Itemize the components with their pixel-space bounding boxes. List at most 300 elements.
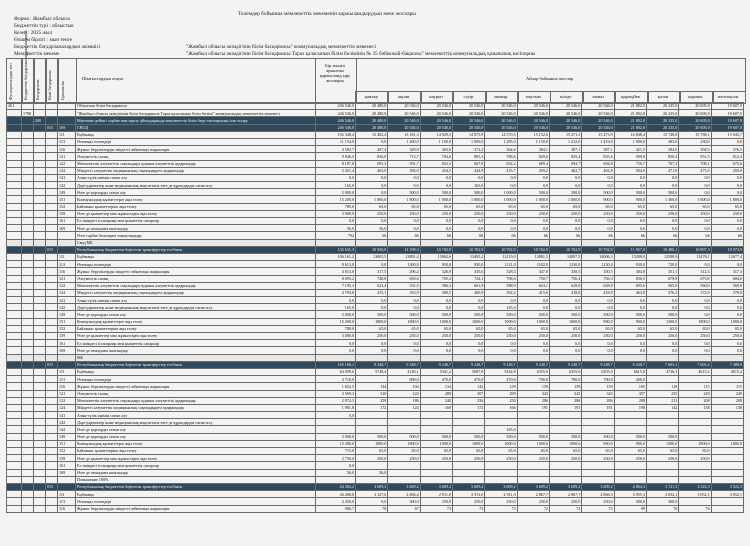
code-subprogram-cell — [46, 304, 58, 311]
month-value-cell: 13891,4 — [388, 253, 420, 260]
month-value-cell: 20 546,0 — [388, 110, 420, 117]
code-func-cell — [7, 282, 22, 289]
code-program-cell — [34, 333, 46, 340]
month-value-cell: 0,0 — [549, 340, 581, 347]
month-value-cell: 5748,4 — [356, 368, 388, 375]
expense-name-cell: Республикалық бюджеттен берiлетiн трансферттер есебiнен — [76, 483, 316, 490]
table-row — [7, 483, 744, 490]
month-value-cell: 421,5 — [614, 146, 646, 153]
month-value-cell — [356, 476, 388, 483]
code-program-cell — [34, 167, 46, 174]
month-value-cell: 250,0 — [711, 210, 743, 217]
month-value-cell: 73 — [452, 505, 484, 512]
month-value-cell: 250,0 — [420, 210, 452, 217]
annual-total-cell: 15 490,0 — [316, 440, 356, 447]
code-program-cell — [34, 390, 46, 397]
code-specific-cell: 113 — [58, 261, 76, 268]
month-value-cell: 500,0 — [614, 433, 646, 440]
expense-name-cell: Дәрi-дәрмектер және медициналық мақсаттағы өзге де құралдарды сатып алу — [76, 419, 316, 426]
code-specific-cell: 113 — [58, 376, 76, 383]
code-program-cell — [34, 210, 46, 217]
code-subprogram-cell — [46, 462, 58, 469]
month-value-cell: 351,1 — [646, 268, 678, 275]
code-func-cell — [7, 498, 22, 505]
code-admin-cell — [22, 174, 34, 181]
code-subprogram-cell — [46, 218, 58, 225]
month-value-cell: 20 546,0 — [582, 124, 614, 131]
month-value-cell: 0,0 — [646, 174, 678, 181]
month-value-cell: 0,0 — [356, 174, 388, 181]
month-value-cell: 65,0 — [646, 325, 678, 332]
month-value-cell: 14 570,5 — [485, 131, 517, 138]
month-value-cell: 65,0 — [420, 203, 452, 210]
month-value-cell: 0,0 — [356, 498, 388, 505]
month-value-cell: 0,0 — [485, 340, 517, 347]
expense-name-cell: Өзге де ағымдағы шығындар — [76, 469, 316, 476]
annual-total-cell: 3 000,0 — [316, 333, 356, 340]
expense-name-cell: Өзге де қорларды сатып алу — [76, 426, 316, 433]
month-value-cell: 250,0 — [517, 210, 549, 217]
table-row — [7, 419, 744, 426]
annual-total-cell: 56,0 — [316, 225, 356, 232]
month-value-cell: 259 — [356, 397, 388, 404]
month-value-cell: 0,0 — [517, 182, 549, 189]
month-value-cell: 4615,2 — [679, 368, 711, 375]
month-value-cell: 14097,5 — [549, 253, 581, 260]
month-value-cell: 387,1 — [582, 146, 614, 153]
table-row — [7, 433, 744, 440]
month-value-cell: 2 867,7 — [549, 491, 581, 498]
month-value-cell: 16 848,4 — [614, 131, 646, 138]
month-value-cell — [388, 426, 420, 433]
expense-name-cell: Өзге де қорларды сатып алу — [76, 433, 316, 440]
month-value-cell: 0,0 — [549, 174, 581, 181]
month-value-cell: 0,0 — [356, 297, 388, 304]
table-row — [7, 318, 744, 325]
annual-total-cell: 906,7 — [316, 505, 356, 512]
code-program-cell — [34, 297, 46, 304]
month-value-cell: 800,0 — [388, 376, 420, 383]
code-admin-cell — [22, 462, 34, 469]
code-program-cell — [34, 419, 46, 426]
annual-total-cell: 0,0 — [316, 412, 356, 419]
code-func-cell — [7, 239, 22, 246]
month-value-cell: 384,8 — [614, 268, 646, 275]
month-value-cell: 20 546,0 — [549, 124, 581, 131]
month-value-cell: 1 285,0 — [485, 138, 517, 145]
month-value-cell: 65,0 — [517, 325, 549, 332]
month-value-cell: 65,0 — [582, 203, 614, 210]
month-value-cell: 138 — [711, 404, 743, 411]
code-specific-cell: 151 — [58, 440, 76, 447]
month-value-cell: 0,0 — [517, 174, 549, 181]
code-subprogram-cell — [46, 289, 58, 296]
table-row — [7, 383, 744, 390]
month-value-cell: 4726,3 — [646, 368, 678, 375]
month-value-cell: 4 864,4 — [614, 483, 646, 490]
month-value-cell: 20 546,0 — [549, 110, 581, 117]
month-value-cell: 15 748,8 — [646, 131, 678, 138]
month-value-cell: 20 546,0 — [452, 117, 484, 124]
month-value-cell: 628,8 — [549, 282, 581, 289]
expense-name-cell: Байланыс қызметтерiне ақы төлеу — [76, 203, 316, 210]
annual-total-cell: 246 546,0 — [316, 117, 356, 124]
month-value-cell — [711, 462, 743, 469]
month-value-cell: 675,6 — [711, 160, 743, 167]
code-program-cell — [34, 110, 46, 117]
header-line-region: Форма : Жамбыл облысы — [14, 16, 70, 22]
month-value-cell: 20 546,0 — [388, 103, 420, 110]
month-value-cell: 20 235,0 — [646, 103, 678, 110]
month-value-cell: 450,0 — [711, 167, 743, 174]
month-header: мамыр — [494, 94, 508, 99]
code-specific-cell: 161 — [58, 340, 76, 347]
month-value-cell: 20 546,0 — [485, 110, 517, 117]
annual-total-cell: 0,0 — [316, 340, 356, 347]
code-func-cell — [7, 476, 22, 483]
month-value-cell: 7 488,9 — [711, 361, 743, 368]
month-value-cell: 11 957,0 — [614, 246, 646, 253]
code-subprogram-cell — [46, 383, 58, 390]
month-value-cell: 394,5 — [679, 146, 711, 153]
month-value-cell: 0,0 — [549, 182, 581, 189]
annual-total-cell: 56,0 — [316, 469, 356, 476]
month-value-cell: 0,0 — [711, 225, 743, 232]
month-value-cell: 812,4 — [711, 153, 743, 160]
month-value-cell: 73 — [420, 505, 452, 512]
code-program-cell — [34, 261, 46, 268]
month-value-cell — [420, 419, 452, 426]
code-func-cell — [7, 268, 22, 275]
header-line-admin: Бюджеттiк бағдарламалардын әкiмшiсi — [14, 44, 101, 50]
expense-name-cell: Өзге тәрбие балаларға тамақтандыру — [76, 232, 316, 239]
month-value-cell: 500,0 — [388, 433, 420, 440]
code-subprogram-cell — [46, 376, 58, 383]
code-specific-cell — [58, 232, 76, 239]
month-value-cell: 500,0 — [517, 433, 549, 440]
code-specific-cell: 124 — [58, 289, 76, 296]
month-value-cell: 66 — [646, 232, 678, 239]
month-value-cell: 0,0 — [388, 174, 420, 181]
month-value-cell: 836,0 — [356, 153, 388, 160]
code-program-cell — [34, 412, 46, 419]
month-value-cell: 0,0 — [420, 225, 452, 232]
month-value-cell: 459,2 — [517, 167, 549, 174]
annual-total-cell — [316, 476, 356, 483]
code-func-cell — [7, 462, 22, 469]
code-subprogram-cell — [46, 138, 58, 145]
code-admin-cell — [22, 146, 34, 153]
expense-name-cell: Әлеуметтiк салық — [76, 153, 316, 160]
month-value-cell: 0,0 — [646, 225, 678, 232]
code-specific-cell — [58, 246, 76, 253]
month-value-cell — [679, 433, 711, 440]
code-func-cell — [7, 483, 22, 490]
code-subprogram-cell — [46, 498, 58, 505]
month-value-cell: 3 522,3 — [711, 483, 743, 490]
month-value-cell: 444,9 — [452, 167, 484, 174]
month-value-cell: 66 — [679, 232, 711, 239]
month-value-cell: 1800,0 — [388, 318, 420, 325]
month-value-cell: 20 546,0 — [517, 124, 549, 131]
month-value-cell: 0,0 — [549, 347, 581, 354]
month-value-cell: 569,0 — [711, 282, 743, 289]
month-value-cell: 191 — [582, 404, 614, 411]
month-value-cell: 124 — [388, 404, 420, 411]
annual-total-cell: 8 187,8 — [316, 160, 356, 167]
code-func-cell — [7, 138, 22, 145]
month-value-cell: 250,0 — [614, 455, 646, 462]
code-specific-cell: 141 — [58, 412, 76, 419]
month-value-cell: 329,9 — [388, 146, 420, 153]
month-value-cell: 335,6 — [452, 268, 484, 275]
code-program-cell — [34, 174, 46, 181]
table-row — [7, 282, 744, 289]
table-row — [7, 138, 744, 145]
code-program-cell — [34, 448, 46, 455]
month-value-cell — [356, 354, 388, 361]
expense-name-cell: Өзге де ағымдағы шығындар — [76, 225, 316, 232]
month-value-cell: 756,3 — [582, 275, 614, 282]
month-value-cell: 19 607,0 — [711, 103, 743, 110]
month-value-cell: 9 248,7 — [517, 361, 549, 368]
month-value-cell: 470,0 — [485, 376, 517, 383]
month-value-cell: 10 973,9 — [711, 246, 743, 253]
month-value-cell — [614, 462, 646, 469]
annual-total-cell: 4 710,0 — [316, 376, 356, 383]
table-row — [7, 275, 744, 282]
month-value-cell: 500,0 — [517, 189, 549, 196]
month-value-cell: 700,0 — [582, 376, 614, 383]
code-admin-cell — [22, 347, 34, 354]
month-value-cell: 73 — [485, 505, 517, 512]
code-admin-cell — [22, 476, 34, 483]
code-func-cell — [7, 253, 22, 260]
month-value-cell: 500,0 — [614, 189, 646, 196]
month-value-cell: 9 248,7 — [582, 361, 614, 368]
code-func-cell — [7, 275, 22, 282]
code-admin-cell — [22, 325, 34, 332]
month-value-cell: 250,0 — [582, 498, 614, 505]
month-value-cell — [646, 419, 678, 426]
month-value-cell: 66 — [614, 232, 646, 239]
month-value-cell: 65,0 — [356, 448, 388, 455]
month-value-cell: 387,1 — [549, 146, 581, 153]
code-subprogram-cell — [46, 412, 58, 419]
month-value-cell: 250,0 — [388, 455, 420, 462]
month-value-cell: 500,0 — [356, 311, 388, 318]
expense-name-cell: Мiндеттi әлеуметтiк медициналық сақтандыруға аударымдар — [76, 289, 316, 296]
month-value-cell: 689,4 — [517, 160, 549, 167]
month-value-cell: 0,0 — [356, 182, 388, 189]
month-value-cell: 1 300,0 — [646, 196, 678, 203]
code-admin-cell — [22, 210, 34, 217]
month-value-cell: 0,0 — [452, 304, 484, 311]
month-value-cell — [582, 476, 614, 483]
code-subprogram-cell — [46, 333, 58, 340]
month-value-cell: 165,0 — [485, 304, 517, 311]
expense-name-cell: Еңбекақы — [76, 253, 316, 260]
month-value-cell: 0,0 — [485, 225, 517, 232]
code-admin-cell — [22, 361, 34, 368]
month-value-cell: 1 000,0 — [517, 196, 549, 203]
month-value-cell — [517, 412, 549, 419]
code-specific-cell: 113 — [58, 138, 76, 145]
month-value-cell — [452, 462, 484, 469]
month-value-cell: 0,0 — [356, 261, 388, 268]
month-value-cell: 900,0 — [614, 440, 646, 447]
month-value-cell — [517, 419, 549, 426]
month-value-cell: 20 235,0 — [646, 110, 678, 117]
code-program-cell — [34, 189, 46, 196]
code-admin-cell — [22, 167, 34, 174]
month-value-cell: 15288,0 — [614, 253, 646, 260]
table-row — [7, 261, 744, 268]
code-subprogram-cell — [46, 153, 58, 160]
code-func-cell — [7, 110, 22, 117]
annual-total-cell: 1 981,8 — [316, 404, 356, 411]
table-row — [7, 103, 744, 110]
month-value-cell: 250,0 — [646, 455, 678, 462]
code-subprogram-cell — [46, 203, 58, 210]
code-specific-cell: 149 — [58, 311, 76, 318]
month-value-cell — [711, 426, 743, 433]
month-value-cell: 0,0 — [679, 189, 711, 196]
month-value-cell: 66 — [452, 232, 484, 239]
month-value-cell: 372,9 — [679, 289, 711, 296]
month-value-cell: 909,8 — [614, 153, 646, 160]
month-value-cell — [420, 354, 452, 361]
expense-name-cell: Байланыс қызметтерiне ақы төлеу — [76, 325, 316, 332]
month-value-cell: 708,4 — [485, 275, 517, 282]
month-value-cell: 0,0 — [388, 347, 420, 354]
month-value-cell — [485, 469, 517, 476]
month-value-cell: 250,0 — [356, 210, 388, 217]
annual-total-cell: 4 502,7 — [316, 146, 356, 153]
month-value-cell — [582, 419, 614, 426]
code-admin-cell — [22, 218, 34, 225]
month-value-cell: 500,0 — [485, 311, 517, 318]
expense-name-cell: Өтемақы төлемдерi — [76, 376, 316, 383]
month-value-cell: 13005,5 — [356, 253, 388, 260]
month-value-cell: 1230,0 — [582, 261, 614, 268]
expense-name-cell: Өзге де қызметтер мен жұмыстарға ақы төлеу — [76, 455, 316, 462]
table-row — [7, 390, 744, 397]
month-value-cell: 415,6 — [517, 289, 549, 296]
admin-value: "Жамбыл облысы әкiмдiгiнiн бiлiм басқармасы" коммунальдық мемлекеттiк мекемесi — [186, 44, 376, 50]
month-value-cell: 500,0 — [388, 189, 420, 196]
code-func-cell: 261 — [7, 103, 22, 110]
month-value-cell: 1300,0 — [646, 318, 678, 325]
month-value-cell: 1 419,0 — [582, 138, 614, 145]
code-program-cell — [34, 498, 46, 505]
expense-name-cell: Республикалық бюджеттен берiлетiн трансферттер есебiнен — [76, 361, 316, 368]
month-value-cell: 250,0 — [614, 210, 646, 217]
month-value-cell: 851,5 — [679, 153, 711, 160]
month-value-cell: 400,9 — [452, 289, 484, 296]
expense-name-cell: "Жамбыл облысы әкiмдiгiнiн бiлiм басқармасы Тараз қаласынын бiлiм бөлiмi" коммунальдық мемлекеттiк мекемесi — [76, 110, 316, 117]
month-value-cell: 317,3 — [711, 268, 743, 275]
month-value-cell — [646, 239, 678, 246]
month-value-cell — [485, 354, 517, 361]
expense-name-cell: Коммуналдық қызметтерге ақы төлеу — [76, 440, 316, 447]
code-specific-cell: 141 — [58, 297, 76, 304]
annual-total-cell — [316, 354, 356, 361]
month-value-cell: 4615,2 — [711, 368, 743, 375]
code-admin-cell — [22, 311, 34, 318]
code-subprogram-cell — [46, 318, 58, 325]
month-value-cell: 343 — [549, 390, 581, 397]
table-row — [7, 404, 744, 411]
month-value-cell: 0,0 — [646, 340, 678, 347]
code-specific-cell — [58, 239, 76, 246]
annual-total-cell: 7 195,3 — [316, 282, 356, 289]
month-value-cell: 20 480,0 — [356, 110, 388, 117]
month-value-cell: 56,0 — [356, 469, 388, 476]
code-program-cell — [34, 311, 46, 318]
code-specific-cell: 116 — [58, 268, 76, 275]
month-value-cell — [614, 354, 646, 361]
month-value-cell — [711, 239, 743, 246]
month-value-cell: 20 480,0 — [356, 124, 388, 131]
month-value-cell — [549, 426, 581, 433]
month-value-cell: 700,0 — [549, 376, 581, 383]
month-value-cell: 0,0 — [711, 311, 743, 318]
month-value-cell: 165,0 — [485, 426, 517, 433]
month-value-cell — [517, 239, 549, 246]
month-value-cell: 0,0 — [485, 218, 517, 225]
code-specific-cell: 142 — [58, 419, 76, 426]
month-value-cell: 250,0 — [420, 498, 452, 505]
month-value-cell: 836,5 — [614, 275, 646, 282]
table-row — [7, 311, 744, 318]
code-specific-cell: 144 — [58, 426, 76, 433]
code-specific-cell — [58, 110, 76, 117]
month-value-cell: 1 800,0 — [388, 196, 420, 203]
annual-total-cell: 2 750,0 — [316, 455, 356, 462]
code-func-cell — [7, 390, 22, 397]
month-value-cell — [549, 419, 581, 426]
code-func-cell — [7, 383, 22, 390]
col-header-admin: Бюджеттiк бағдарламалардың әкiмшiсi — [23, 30, 28, 100]
code-specific-cell: 151 — [58, 196, 76, 203]
code-program-cell — [34, 275, 46, 282]
month-value-cell: 0,0 — [614, 218, 646, 225]
month-value-cell: 500,0 — [582, 189, 614, 196]
month-value-cell: 500,0 — [614, 311, 646, 318]
month-value-cell: 560,0 — [679, 282, 711, 289]
month-value-cell — [549, 469, 581, 476]
code-func-cell — [7, 153, 22, 160]
month-value-cell: 950,0 — [420, 261, 452, 268]
annual-total-cell: 15 200,0 — [316, 196, 356, 203]
month-value-cell: 463,0 — [356, 167, 388, 174]
month-value-cell: 435,7 — [485, 167, 517, 174]
month-value-cell: 9 248,7 — [388, 361, 420, 368]
code-specific-cell — [58, 354, 76, 361]
month-value-cell: 1800,0 — [388, 440, 420, 447]
month-value-cell: 1000,0 — [517, 440, 549, 447]
code-admin-cell — [22, 153, 34, 160]
month-value-cell: 6355,0 — [582, 368, 614, 375]
month-value-cell: 1000,0 — [452, 318, 484, 325]
code-func-cell — [7, 246, 22, 253]
month-value-cell: 1230,0 — [549, 261, 581, 268]
code-subprogram-cell — [46, 196, 58, 203]
code-subprogram-cell — [46, 368, 58, 375]
col-header-func-group: Функционалдык топ — [8, 63, 13, 100]
month-value-cell: 250,0 — [452, 498, 484, 505]
